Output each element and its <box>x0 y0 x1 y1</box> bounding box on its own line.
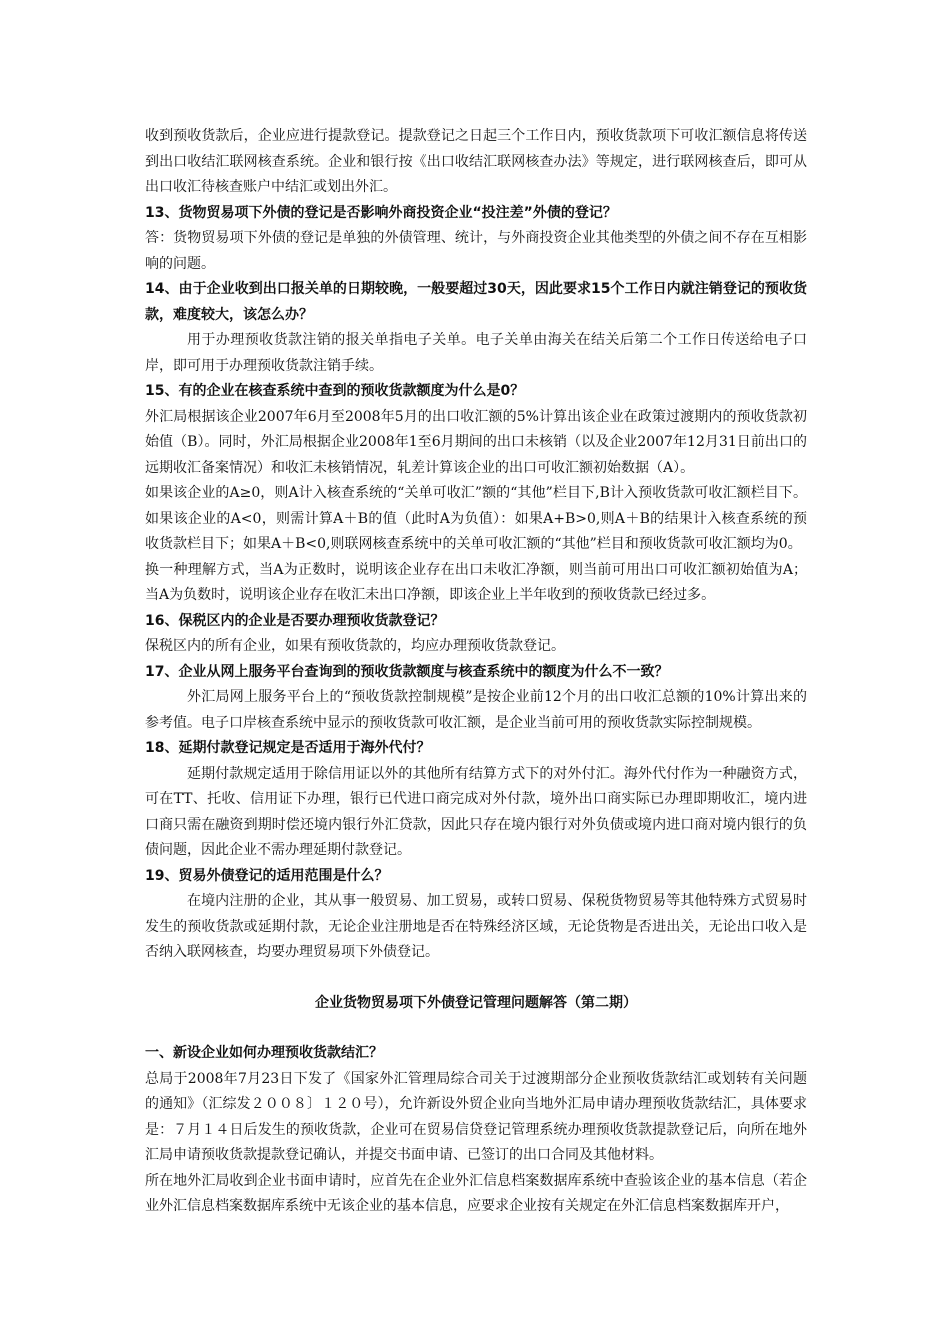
question-heading: 15、有的企业在核查系统中查到的预收货款额度为什么是0？ <box>145 383 525 399</box>
question-heading: 18、延期付款登记规定是否适用于海外代付？ <box>145 740 431 756</box>
question-heading: 19、贸易外债登记的适用范围是什么？ <box>145 867 389 884</box>
paragraph: 延期付款规定适用于除信用证以外的其他所有结算方式下的对外付汇。海外代付作为一种融资方式，可在TT、托收、信用证下办理，银行已代进口商完成对外付款，境外出口商实际已办理即期收汇，境内进口商只需在融资到期时偿还境内银行外汇贷款，因此只存在境内银行对外负债或境内进口商对境内银行的负债问题，因此企业不需办理延期付款登记。 <box>145 765 807 858</box>
paragraph: 在境内注册的企业，其从事一般贸易、加工贸易，或转口贸易、保税货物贸易等其他特殊方式贸易时发生的预收货款或延期付款，无论企业注册地是否在特殊经济区域，无论货物是否进出关，无论出口收入是否纳入联网核查，均要办理贸易项下外债登记。 <box>145 893 807 960</box>
question-heading: 16、保税区内的企业是否要办理预收货款登记？ <box>145 612 445 629</box>
question-heading: 一、新设企业如何办理预收货款结汇？ <box>145 1045 383 1061</box>
document-body <box>145 124 807 1220</box>
paragraph: 总局于2008年7月23日下发了《国家外汇管理局综合司关于过渡期部分企业预收货款结汇或划转有关问题的通知》（汇综发２００８〕１２０号），允许新设外贸企业向当地外汇局申请办理预收货款结汇，具体要求是：７月１４日后发生的预收货款，企业可在贸易信贷登记管理系统办理预收货款提款登记后，向所在地外汇局申请预收货款提款登记确认，并提交书面申请、已签订的出口合同及其他材料。 <box>145 1070 807 1163</box>
paragraph: 答：货物贸易项下外债的登记是单独的外债管理、统计，与外商投资企业其他类型的外债之间不存在互相影响的问题。 <box>145 230 807 272</box>
paragraph: 换一种理解方式，当A为正数时，说明该企业存在出口未收汇净额，则当前可用出口可收汇额初始值为A；当A为负数时，说明该企业存在收汇未出口净额，即该企业上半年收到的预收货款已经过多。 <box>145 561 807 603</box>
question-heading: 14、由于企业收到出口报关单的日期较晚，一般要超过30天，因此要求15个工作日内就注销登记的预收货款，难度较大，该怎么办？ <box>145 281 807 323</box>
paragraph: 收到预收货款后，企业应进行提款登记。提款登记之日起三个工作日内，预收货款项下可收汇额信息将传送到出口收结汇联网核查系统。企业和银行按《出口收结汇联网核查办法》等规定，进行联网核查后，即可从出口收汇待核查账户中结汇或划出外汇。 <box>145 128 807 195</box>
section-title: 企业货物贸易项下外债登记管理问题解答（第二期） <box>315 994 637 1011</box>
question-heading: 17、企业从网上服务平台查询到的预收货款额度与核查系统中的额度为什么不一致？ <box>145 663 669 680</box>
paragraph: 外汇局网上服务平台上的“预收货款控制规模”是按企业前12个月的出口收汇总额的10%计算出来的参考值。电子口岸核查系统中显示的预收货款可收汇额，是企业当前可用的预收货款实际控制规模。 <box>145 689 807 731</box>
paragraph: 如果该企业的A≥0，则A计入核查系统的“关单可收汇”额的“其他”栏目下,B计入预收货款可收汇额栏目下。如果该企业的A<0，则需计算A＋B的值（此时A为负值）：如果A+B>0,则A＋B的结果计入核查系统的预收货款栏目下；如果A＋B<0,则联网核查系统中的关单可收汇额的“其他”栏目和预收货款可收汇额均为0。 <box>145 485 807 552</box>
question-heading: 13、货物贸易项下外债的登记是否影响外商投资企业“投注差”外债的登记？ <box>145 204 617 221</box>
paragraph: 用于办理预收货款注销的报关单指电子关单。电子关单由海关在结关后第二个工作日传送给电子口岸，即可用于办理预收货款注销手续。 <box>145 332 807 374</box>
paragraph: 所在地外汇局收到企业书面申请时，应首先在企业外汇信息档案数据库系统中查验该企业的基本信息（若企业外汇信息档案数据库系统中无该企业的基本信息，应要求企业按有关规定在外汇信息档案数据库开户， <box>145 1172 807 1214</box>
paragraph: 保税区内的所有企业，如果有预收货款的，均应办理预收货款登记。 <box>145 638 565 654</box>
paragraph: 外汇局根据该企业2007年6月至2008年5月的出口收汇额的5%计算出该企业在政策过渡期内的预收货款初始值（B）。同时，外汇局根据企业2008年1至6月期间的出口未核销（以及企业2007年12月31日前出口的远期收汇备案情况）和收汇未核销情况，轧差计算该企业的出口可收汇额初始数据（A）。 <box>145 408 807 476</box>
